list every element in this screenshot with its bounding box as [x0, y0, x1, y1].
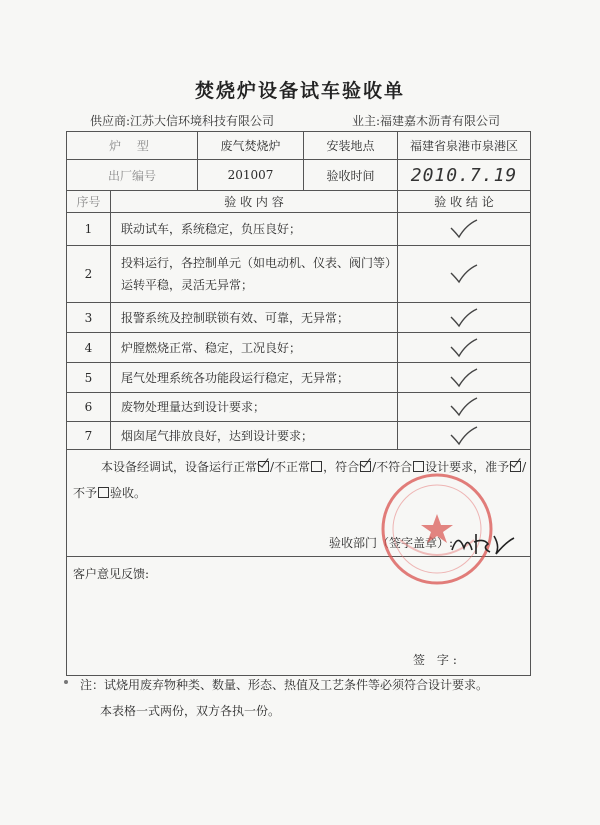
item-text: 废物处理量达到设计要求； — [111, 393, 398, 422]
summary-text-h: 验收。 — [110, 486, 147, 500]
item-conclusion — [398, 303, 531, 333]
item-text: 报警系统及控制联锁有效、可靠，无异常； — [111, 303, 398, 333]
handwritten-signature-icon — [448, 528, 518, 558]
item-text: 投料运行，各控制单元（如电动机、仪表、阀门等）运转平稳，灵活无异常； — [111, 246, 398, 303]
owner-value: 福建嘉木沥青有限公司 — [380, 114, 501, 128]
serial-label: 出厂编号 — [67, 160, 198, 191]
summary-text-c: ，符合 — [323, 460, 360, 474]
info-row-serial — [67, 160, 531, 191]
table-row — [67, 213, 531, 246]
supplier-line — [90, 112, 274, 129]
summary-line-2 — [73, 484, 146, 501]
furnace-type-value: 废气焚烧炉 — [198, 132, 304, 160]
normal-checkbox — [258, 461, 269, 472]
item-no: 4 — [67, 333, 111, 363]
table-row — [67, 422, 531, 450]
checkmark-icon — [447, 367, 481, 389]
abnormal-checkbox — [311, 461, 322, 472]
item-conclusion — [398, 363, 531, 393]
owner-label: 业主: — [352, 114, 381, 128]
table-row — [67, 393, 531, 422]
table-row — [67, 333, 531, 363]
accept-time-label: 验收时间 — [304, 160, 398, 191]
install-location-value: 福建省泉港市泉港区 — [398, 132, 531, 160]
summary-text-f: / — [522, 460, 527, 474]
checkmark-icon — [447, 218, 481, 240]
accept-dept-label: 验收部门（签字盖章）: — [329, 536, 454, 550]
item-text: 炉膛燃烧正常、稳定，工况良好； — [111, 333, 398, 363]
item-no: 1 — [67, 213, 111, 246]
table-row — [67, 246, 531, 303]
summary-text-e: 设计要求，准予 — [425, 460, 510, 474]
item-text: 烟囱尾气排放良好，达到设计要求； — [111, 422, 398, 450]
item-conclusion — [398, 333, 531, 363]
item-text: 尾气处理系统各功能段运行稳定，无异常； — [111, 363, 398, 393]
checkmark-icon — [447, 396, 481, 418]
item-no: 2 — [67, 246, 111, 303]
accept-time-value: 2010.7.19 — [398, 160, 531, 191]
checkmark-icon — [447, 337, 481, 359]
col-no-header: 序号 — [67, 191, 111, 213]
table-row — [67, 303, 531, 333]
note-1: 注：试烧用废弃物种类、数量、形态、热值及工艺条件等必须符合设计要求。 — [80, 678, 489, 692]
page-title: 焚烧炉设备试车验收单 — [194, 80, 405, 102]
note-2: 本表格一式两份，双方各执一份。 — [100, 704, 281, 718]
col-conclusion-header: 验 收 结 论 — [398, 191, 531, 213]
item-no: 6 — [67, 393, 111, 422]
checkmark-icon — [447, 307, 481, 329]
item-no: 7 — [67, 422, 111, 450]
reject-checkbox — [98, 487, 109, 498]
item-conclusion — [398, 422, 531, 450]
note-bullet-icon — [64, 680, 68, 684]
checkmark-icon — [447, 425, 481, 447]
furnace-type-label: 炉 型 — [67, 132, 198, 160]
summary-text-d: /不符合 — [372, 460, 413, 474]
supplier-value: 江苏大信环境科技有限公司 — [130, 114, 275, 128]
conform-checkbox — [360, 461, 371, 472]
serial-value: 201007 — [198, 160, 304, 191]
install-location-label: 安装地点 — [304, 132, 398, 160]
approve-checkbox — [510, 461, 521, 472]
summary-text-g: 不予 — [73, 486, 98, 500]
item-no: 3 — [67, 303, 111, 333]
acceptance-table — [66, 131, 531, 676]
supplier-label: 供应商: — [90, 114, 131, 128]
feedback-label: 客户意见反馈: — [73, 567, 150, 581]
table-row — [67, 363, 531, 393]
feedback-sign-label: 签 字: — [413, 653, 461, 667]
info-row-type — [67, 132, 531, 160]
item-conclusion — [398, 246, 531, 303]
item-conclusion — [398, 393, 531, 422]
summary-text-b: /不正常 — [270, 460, 311, 474]
header-row — [67, 191, 531, 213]
owner-line — [352, 112, 500, 129]
item-conclusion — [398, 213, 531, 246]
summary-text-a: 本设备经调试，设备运行正常 — [101, 460, 258, 474]
checkmark-icon — [447, 263, 481, 285]
col-content-header: 验 收 内 容 — [111, 191, 398, 213]
item-text: 联动试车，系统稳定，负压良好； — [111, 213, 398, 246]
item-no: 5 — [67, 363, 111, 393]
